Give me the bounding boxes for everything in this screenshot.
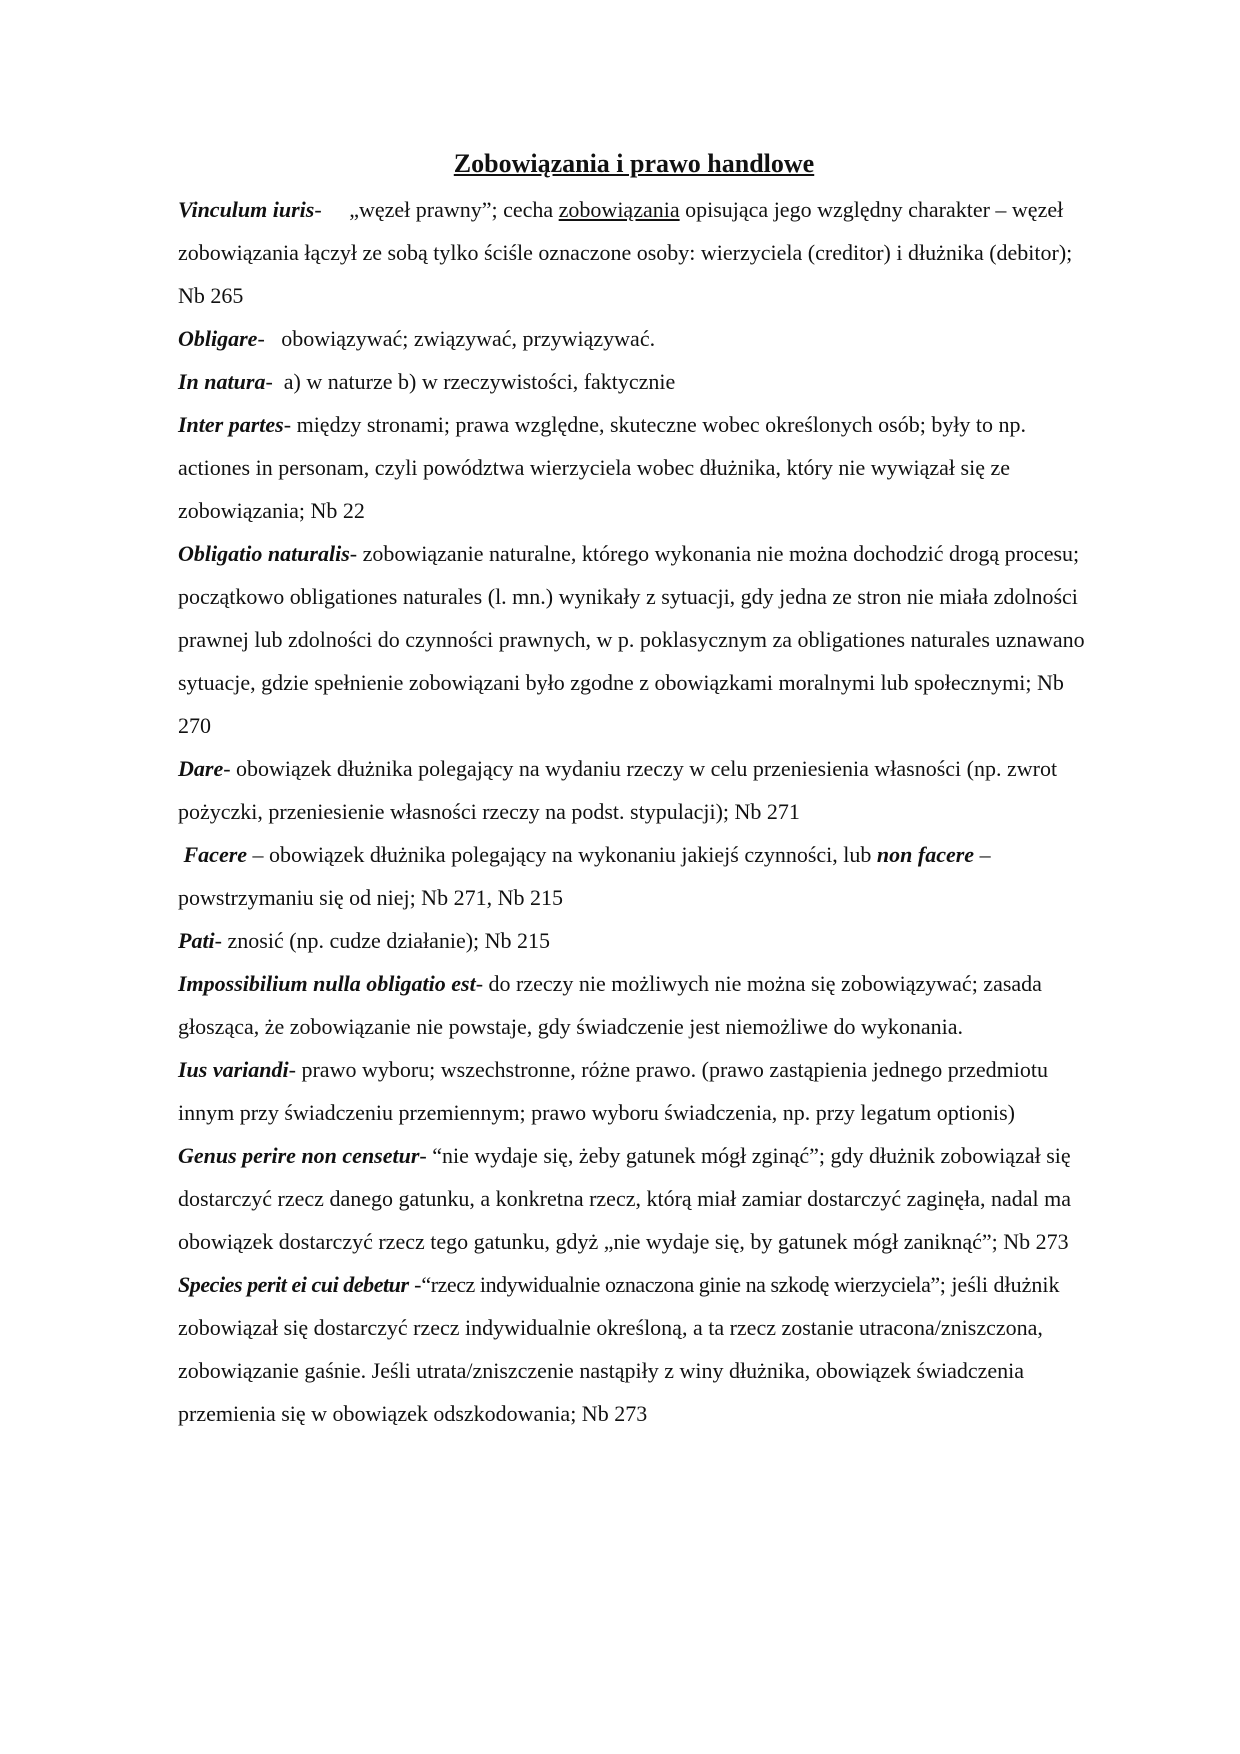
entry-separator: - — [214, 928, 228, 953]
entry-genus-perire — [178, 1134, 1090, 1263]
entry-term: Ius variandi — [178, 1057, 289, 1082]
entry-separator: - — [265, 369, 284, 394]
entry-term: Species perit ei cui debetur — [178, 1272, 409, 1297]
entry-separator: – — [247, 842, 270, 867]
entry-species-perit — [178, 1263, 1090, 1435]
entry-term: Vinculum iuris — [178, 197, 315, 222]
entry-text: a) w naturze b) w rzeczywistości, faktycznie — [283, 369, 676, 394]
entry-separator: - — [257, 326, 282, 351]
entry-text: obowiązek dłużnika polegający na wykonaniu jakiejś czynności, lub — [269, 842, 877, 867]
entry-ius-variandi — [178, 1048, 1090, 1134]
entry-term: Inter partes — [178, 412, 284, 437]
entry-vinculum-iuris — [178, 188, 1090, 317]
entry-text: do rzeczy nie możliwych nie można się zobowiązywać; zasada głosząca, że zobowiązanie nie powstaje, gdy świadczenie jest niemożliwe do wykonania. — [178, 971, 1042, 1039]
entry-text: ; jeśli dłużnik zobowiązał się dostarczyć rzecz indywidualnie określoną, a ta rzecz zostanie utracona/zniszczona, zobowiązanie gaśnie. Jeśli utrata/zniszczenie nastąpiły z winy dłużnika, obowiązek świadczenia przemienia się w obowiązek odszkodowania; Nb 273 — [178, 1272, 1060, 1426]
entry-term-secondary: non facere — [876, 842, 975, 867]
entry-term: Genus perire non censetur — [178, 1143, 420, 1168]
entry-separator: - — [419, 1143, 433, 1168]
entry-text: opisująca jego względny charakter – węzeł zobowiązania łączył ze sobą tylko ściśle oznaczone osoby: wierzyciela (creditor) i dłużnika (debitor); Nb 265 — [178, 197, 1073, 308]
document-page — [178, 140, 1090, 1435]
entry-separator: - — [408, 1272, 422, 1297]
entry-term: Dare — [178, 756, 224, 781]
entry-separator: - — [349, 541, 363, 566]
entry-separator: - — [223, 756, 237, 781]
entry-term: In natura — [178, 369, 266, 394]
entry-text: „węzeł prawny”; cecha — [349, 197, 559, 222]
entry-facere — [178, 833, 1090, 919]
entry-separator: - — [475, 971, 489, 996]
entry-separator: - — [288, 1057, 302, 1082]
entry-text: – powstrzymaniu się od niej; Nb 271, Nb 215 — [178, 842, 991, 910]
entry-dare — [178, 747, 1090, 833]
entry-term: Pati — [178, 928, 215, 953]
entry-obligatio-naturalis — [178, 532, 1090, 747]
underlined-word: zobowiązania — [558, 197, 680, 222]
entry-pati — [178, 919, 1090, 962]
entry-separator: - — [283, 412, 297, 437]
entry-text: “nie wydaje się, żeby gatunek mógł zginąć”; gdy dłużnik zobowiązał się dostarczyć rzecz danego gatunku, a konkretna rzecz, którą miał zamiar dostarczyć zaginęła, nadal ma obowiązek dostarczyć rzecz tego gatunku, gdyż „nie wydaje się, by gatunek mógł zaniknąć”; Nb 273 — [178, 1143, 1071, 1254]
entry-text: zobowiązanie naturalne, którego wykonania nie można dochodzić drogą procesu; początkowo obligationes naturales (l. mn.) wynikały z sytuacji, gdy jedna ze stron nie miała zdolności prawnej lub zdolności do czynności prawnych, w p. poklasycznym za obligationes naturales uznawano sytuacje, gdzie spełnienie zobowiązani było zgodne z obowiązkami moralnymi lub społecznymi; Nb 270 — [178, 541, 1085, 738]
entry-term: Facere — [183, 842, 248, 867]
entry-term: Obligare — [178, 326, 258, 351]
entry-in-natura — [178, 360, 1090, 403]
entry-term: Obligatio naturalis — [178, 541, 350, 566]
entry-text: między stronami; prawa względne, skuteczne wobec określonych osób; były to np. actiones in personam, czyli powództwa wierzyciela wobec dłużnika, który nie wywiązał się ze zobowiązania; Nb 22 — [178, 412, 1027, 523]
entry-inter-partes — [178, 403, 1090, 532]
entry-text: prawo wyboru; wszechstronne, różne prawo. (prawo zastąpienia jednego przedmiotu innym przy świadczeniu przemiennym; prawo wyboru świadczenia, np. przy legatum optionis) — [178, 1057, 1048, 1125]
entry-text: znosić (np. cudze działanie); Nb 215 — [227, 928, 551, 953]
entry-quote: “rzecz indywidualnie oznaczona ginie na szkodę wierzyciela” — [421, 1272, 940, 1297]
entry-separator: - — [314, 197, 350, 222]
entry-impossibilium — [178, 962, 1090, 1048]
entry-text: obowiązywać; związywać, przywiązywać. — [281, 326, 656, 351]
document-title: Zobowiązania i prawo handlowe — [453, 149, 815, 178]
entry-obligare — [178, 317, 1090, 360]
entry-term: Impossibilium nulla obligatio est — [178, 971, 476, 996]
entry-text: obowiązek dłużnika polegający na wydaniu rzeczy w celu przeniesienia własności (np. zwrot pożyczki, przeniesienie własności rzeczy na podst. stypulacji); Nb 271 — [178, 756, 1058, 824]
